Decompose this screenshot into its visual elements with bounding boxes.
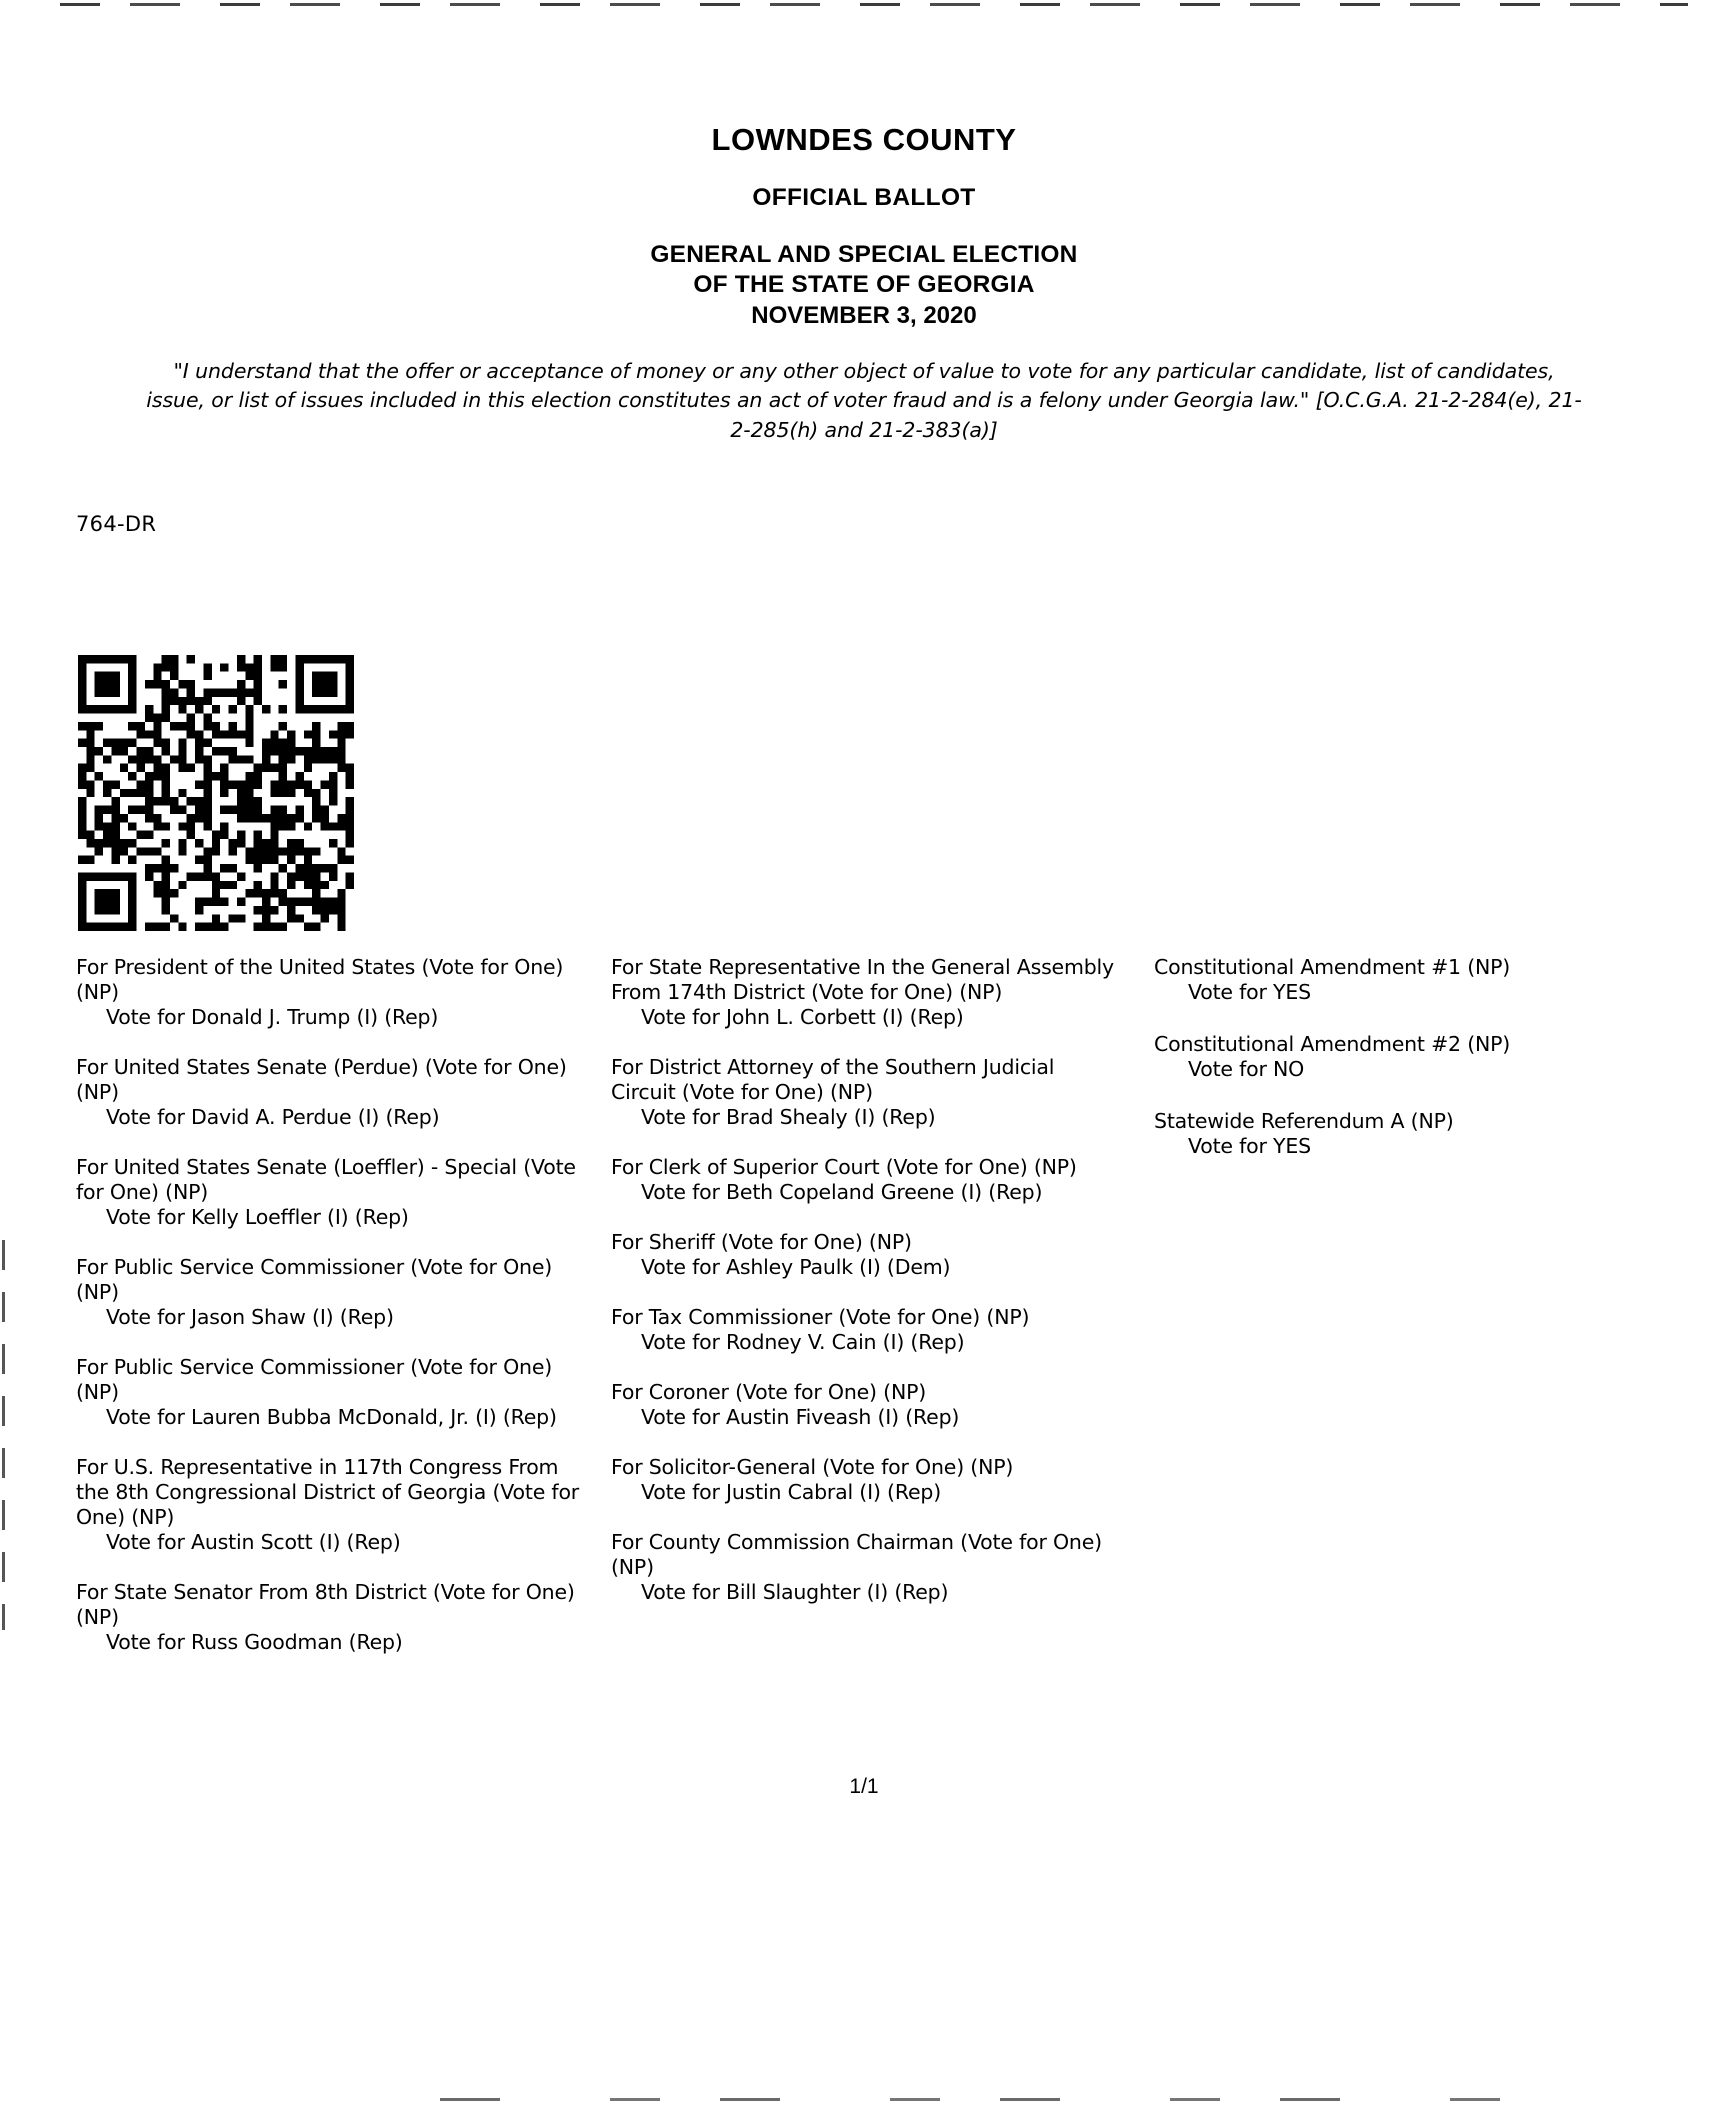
contest-choice: Vote for NO [1188, 1057, 1305, 1081]
contest-choice: Vote for Bill Slaughter (I) (Rep) [641, 1580, 949, 1604]
qr-code [78, 655, 354, 931]
contest-choice: Vote for Lauren Bubba McDonald, Jr. (I) (Rep) [106, 1405, 557, 1429]
contest-us-representative-117th-congress [76, 1455, 589, 1555]
question-statewide-referendum-a [1154, 1109, 1639, 1159]
contest-choice: Vote for Justin Cabral (I) (Rep) [641, 1480, 941, 1504]
official-ballot-title: OFFICIAL BALLOT [752, 184, 976, 211]
contest-us-senate-loeffler-special [76, 1155, 589, 1230]
election-title-line1: GENERAL AND SPECIAL ELECTION [650, 241, 1078, 268]
contest-public-service-commissioner-2 [76, 1355, 589, 1430]
contest-column-3 [1126, 955, 1651, 1680]
contest-choice: Vote for David A. Perdue (I) (Rep) [106, 1105, 440, 1129]
contest-state-senator-8th-district [76, 1580, 589, 1655]
contest-sheriff [611, 1230, 1114, 1280]
contest-title: Constitutional Amendment #2 (NP) [1154, 1032, 1511, 1056]
contest-choice: Vote for Austin Fiveash (I) (Rep) [641, 1405, 960, 1429]
contest-title: For U.S. Representative in 117th Congress From the 8th Congressional District of Georgia (Vote for One) (NP) [76, 1455, 580, 1529]
contest-title: For State Representative In the General Assembly From 174th District (Vote for One) (NP) [611, 955, 1114, 1004]
contest-column-2 [601, 955, 1126, 1680]
contest-choice: Vote for Russ Goodman (Rep) [106, 1630, 403, 1654]
county-title: LOWNDES COUNTY [711, 122, 1017, 157]
contest-us-senate-perdue [76, 1055, 589, 1130]
election-date: NOVEMBER 3, 2020 [751, 301, 977, 329]
contest-columns [76, 955, 1652, 1680]
ballot-style-id: 764-DR [76, 512, 157, 536]
contest-title: For United States Senate (Loeffler) - Special (Vote for One) (NP) [76, 1155, 576, 1204]
contest-choice: Vote for Donald J. Trump (I) (Rep) [106, 1005, 439, 1029]
contest-choice: Vote for YES [1188, 980, 1311, 1004]
contest-choice: Vote for John L. Corbett (I) (Rep) [641, 1005, 964, 1029]
ballot-header [0, 0, 1728, 445]
contest-choice: Vote for Ashley Paulk (I) (Dem) [641, 1255, 951, 1279]
contest-choice: Vote for Beth Copeland Greene (I) (Rep) [641, 1180, 1043, 1204]
contest-choice: Vote for Rodney V. Cain (I) (Rep) [641, 1330, 965, 1354]
contest-president [76, 955, 589, 1030]
contest-title: For Solicitor-General (Vote for One) (NP) [611, 1455, 1014, 1479]
question-constitutional-amendment-1 [1154, 955, 1639, 1005]
contest-title: Constitutional Amendment #1 (NP) [1154, 955, 1511, 979]
contest-title: For Public Service Commissioner (Vote for One) (NP) [76, 1355, 553, 1404]
contest-clerk-of-superior-court [611, 1155, 1114, 1205]
contest-title: For United States Senate (Perdue) (Vote for One) (NP) [76, 1055, 567, 1104]
contest-choice: Vote for Kelly Loeffler (I) (Rep) [106, 1205, 409, 1229]
contest-title: For Public Service Commissioner (Vote for One) (NP) [76, 1255, 553, 1304]
election-title [0, 240, 1728, 331]
contest-solicitor-general [611, 1455, 1114, 1505]
contest-title: For District Attorney of the Southern Judicial Circuit (Vote for One) (NP) [611, 1055, 1055, 1104]
contest-title: For Tax Commissioner (Vote for One) (NP) [611, 1305, 1030, 1329]
contest-title: For President of the United States (Vote for One) (NP) [76, 955, 564, 1004]
contest-county-commission-chairman [611, 1530, 1114, 1605]
contest-title: For Sheriff (Vote for One) (NP) [611, 1230, 912, 1254]
election-title-line2: OF THE STATE OF GEORGIA [693, 271, 1035, 299]
contest-public-service-commissioner-1 [76, 1255, 589, 1330]
contest-choice: Vote for Jason Shaw (I) (Rep) [106, 1305, 394, 1329]
contest-title: For County Commission Chairman (Vote for One) (NP) [611, 1530, 1102, 1579]
contest-title: For Clerk of Superior Court (Vote for One) (NP) [611, 1155, 1077, 1179]
contest-column-1 [76, 955, 601, 1680]
contest-title: For State Senator From 8th District (Vote for One) (NP) [76, 1580, 575, 1629]
contest-choice: Vote for Brad Shealy (I) (Rep) [641, 1105, 936, 1129]
contest-state-representative-174th-district [611, 955, 1114, 1030]
contest-tax-commissioner [611, 1305, 1114, 1355]
page-number: 1/1 [849, 1775, 879, 1798]
contest-choice: Vote for YES [1188, 1134, 1311, 1158]
contest-coroner [611, 1380, 1114, 1430]
contest-choice: Vote for Austin Scott (I) (Rep) [106, 1530, 401, 1554]
voter-fraud-oath: "I understand that the offer or acceptance of money or any other object of value to vote for any particular candidate, list of candidates, issue, or list of issues included in this election constitutes an act of voter fraud and is a felony under Georgia law." [O.C.G.A. 21-2-284(e), 21-2-285(h) and 21-2-383(a)] [146, 358, 1582, 442]
contest-title: For Coroner (Vote for One) (NP) [611, 1380, 927, 1404]
contest-district-attorney-southern-judicial-circuit [611, 1055, 1114, 1130]
question-constitutional-amendment-2 [1154, 1032, 1639, 1082]
contest-title: Statewide Referendum A (NP) [1154, 1109, 1454, 1133]
qr-code-image [78, 655, 354, 931]
